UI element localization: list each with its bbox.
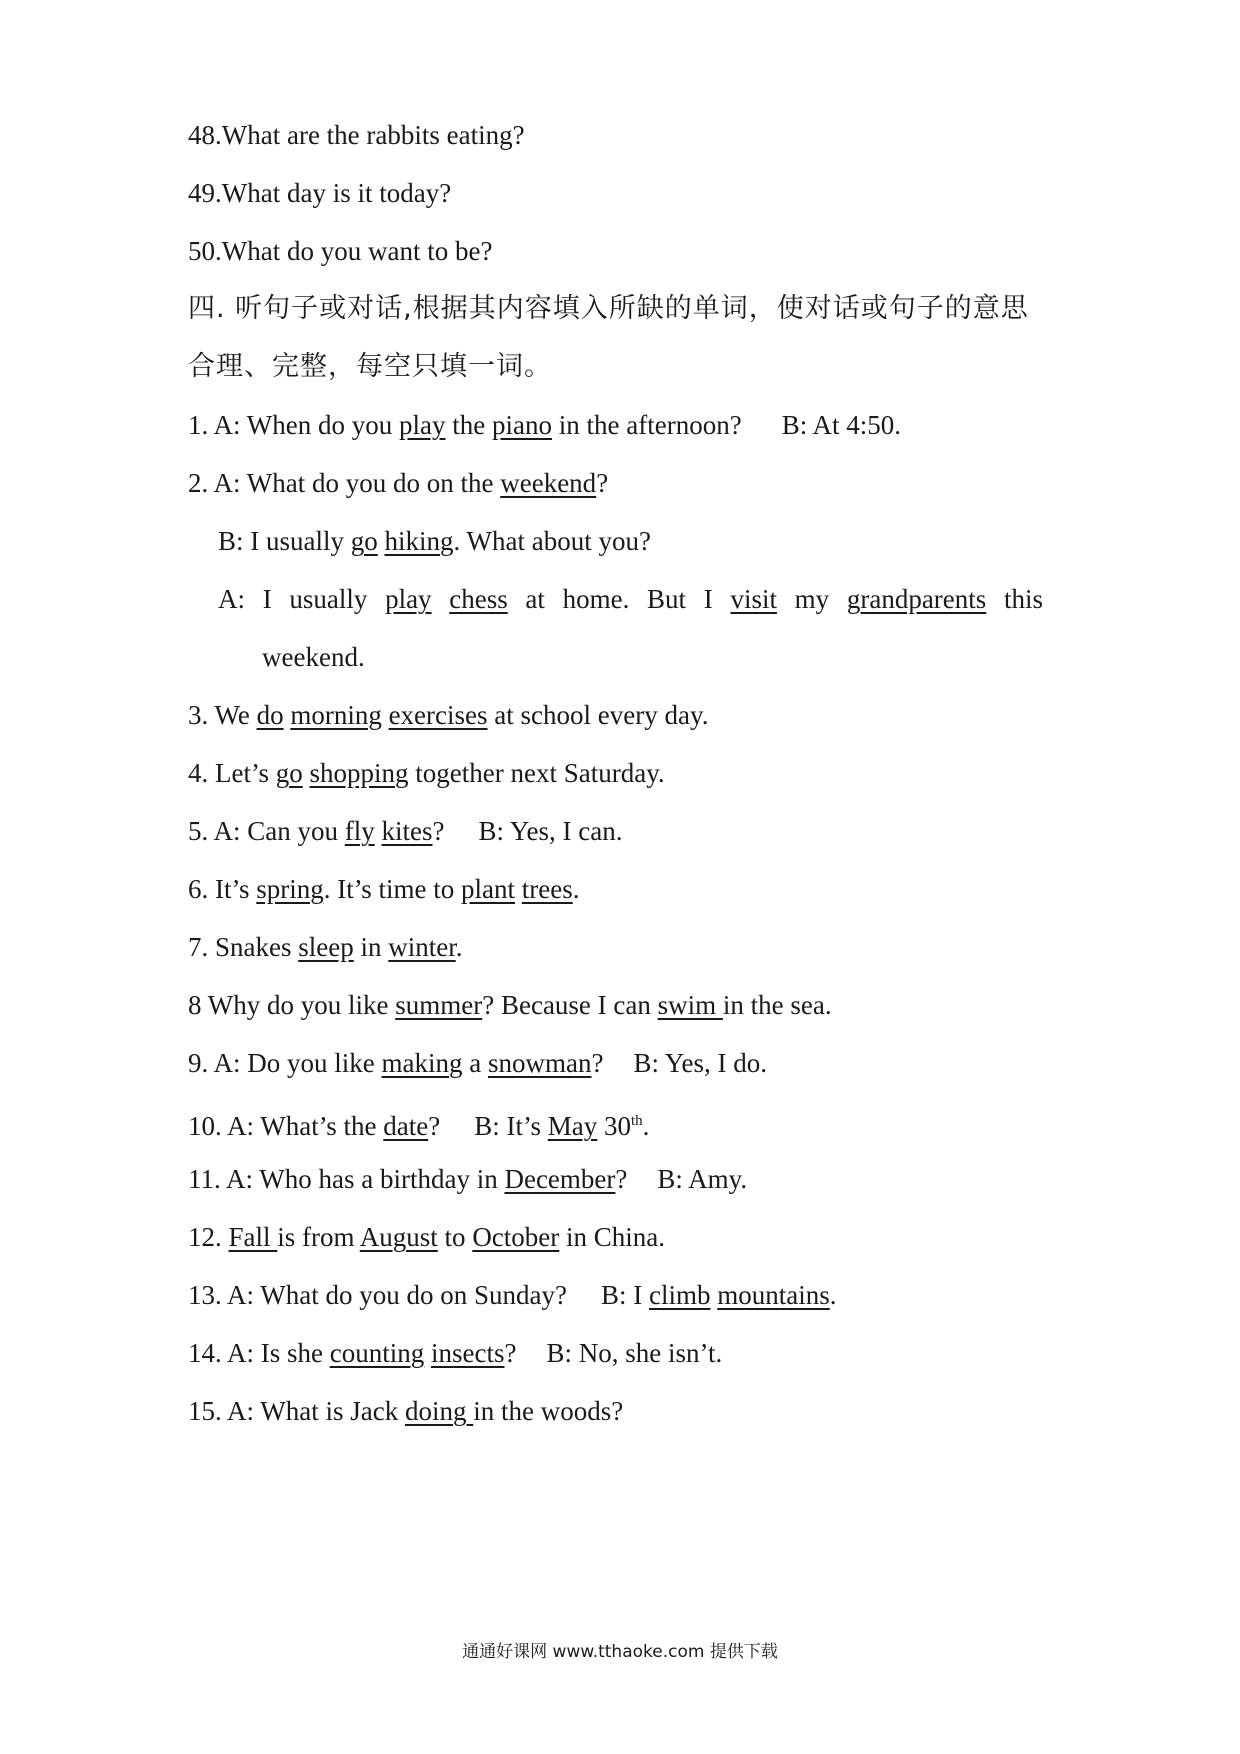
answer-blank: exercises bbox=[388, 700, 488, 730]
item-text: B: At 4:50. bbox=[781, 410, 901, 440]
answer-blank: shopping bbox=[309, 758, 409, 788]
item-14 bbox=[188, 1336, 722, 1370]
item-text: 8 Why do you like bbox=[188, 990, 396, 1020]
item-text bbox=[303, 758, 310, 788]
item-text: B: I usually bbox=[218, 526, 351, 556]
item-text bbox=[378, 526, 385, 556]
item-text: 4. Let’s bbox=[188, 758, 276, 788]
answer-blank: plant bbox=[461, 874, 516, 904]
answer-blank: October bbox=[472, 1222, 560, 1252]
item-text: this bbox=[1003, 584, 1043, 614]
answer-blank: May bbox=[547, 1111, 598, 1141]
item-text: 1. A: When do you bbox=[188, 410, 399, 440]
item-8 bbox=[188, 988, 832, 1022]
item-text: . bbox=[455, 932, 463, 962]
item-text: I bbox=[262, 584, 272, 614]
item-3 bbox=[188, 698, 708, 732]
item-text: I bbox=[703, 584, 713, 614]
item-text: ? bbox=[591, 1048, 604, 1078]
answer-blank: snowman bbox=[487, 1048, 592, 1078]
item-text: my bbox=[794, 584, 830, 614]
item-text: 5. A: Can you bbox=[188, 816, 345, 846]
answer-blank: August bbox=[359, 1222, 438, 1252]
item-text: . bbox=[642, 1111, 650, 1141]
item-text: at school every day. bbox=[487, 700, 709, 730]
item-text: in China. bbox=[559, 1222, 666, 1252]
item-text bbox=[515, 874, 522, 904]
item-text: together next Saturday. bbox=[408, 758, 665, 788]
item-text: in the sea. bbox=[722, 990, 832, 1020]
item-text: 6. It’s bbox=[188, 874, 257, 904]
answer-blank: Fall bbox=[228, 1222, 278, 1252]
item-2a bbox=[188, 466, 608, 500]
answer-blank: do bbox=[256, 700, 284, 730]
answer-blank: weekend bbox=[500, 468, 597, 498]
item-text: ? bbox=[428, 1111, 441, 1141]
item-text: 13. A: What do you do on Sunday? bbox=[188, 1280, 567, 1310]
item-text bbox=[375, 816, 382, 846]
item-text: 15. A: What is Jack bbox=[188, 1396, 405, 1426]
question-48: 48.What are the rabbits eating? bbox=[188, 120, 525, 150]
item-text: ? Because I can bbox=[482, 990, 658, 1020]
answer-blank: grandparents bbox=[846, 584, 987, 614]
section-heading-line2: 合理、完整，每空只填一词。 bbox=[188, 351, 552, 382]
ordinal-suffix: th bbox=[630, 1113, 643, 1129]
item-text: in the woods? bbox=[473, 1396, 624, 1426]
answer-blank: sleep bbox=[298, 932, 354, 962]
answer-blank: spring bbox=[256, 874, 324, 904]
answer-blank: making bbox=[381, 1048, 463, 1078]
section-heading-line1: 四. 听句子或对话,根据其内容填入所缺的单词，使对话或句子的意思 bbox=[188, 293, 1029, 324]
answer-blank: swim bbox=[657, 990, 723, 1020]
item-text: . It’s time to bbox=[323, 874, 462, 904]
item-1 bbox=[188, 408, 901, 442]
answer-blank: play bbox=[399, 410, 446, 440]
item-13 bbox=[188, 1278, 837, 1312]
item-text: B: Yes, I can. bbox=[478, 816, 623, 846]
item-2c bbox=[218, 582, 1043, 616]
item-text: ? bbox=[596, 468, 609, 498]
item-text: ? bbox=[504, 1338, 517, 1368]
item-text: . bbox=[829, 1280, 837, 1310]
item-text: ? bbox=[432, 816, 445, 846]
item-text: in bbox=[353, 932, 389, 962]
answer-blank: winter bbox=[388, 932, 456, 962]
item-text: . bbox=[572, 874, 580, 904]
item-7 bbox=[188, 930, 463, 964]
page-footer: 通通好课网 www.tthaoke.com 提供下载 bbox=[462, 1642, 778, 1662]
answer-blank: chess bbox=[449, 584, 508, 614]
question-49: 49.What day is it today? bbox=[188, 178, 452, 208]
item-text: B: It’s bbox=[474, 1111, 548, 1141]
answer-blank: insects bbox=[431, 1338, 505, 1368]
answer-blank: December bbox=[504, 1164, 616, 1194]
item-10 bbox=[188, 1104, 649, 1143]
item-2b bbox=[218, 524, 651, 558]
item-text: ? bbox=[615, 1164, 628, 1194]
item-text: a bbox=[462, 1048, 488, 1078]
item-text: usually bbox=[289, 584, 368, 614]
item-text: B: No, she isn’t. bbox=[546, 1338, 723, 1368]
answer-blank: hiking bbox=[384, 526, 454, 556]
answer-blank: go bbox=[350, 526, 378, 556]
item-text: B: Yes, I do. bbox=[633, 1048, 768, 1078]
item-text: But bbox=[647, 584, 687, 614]
item-text: 30 bbox=[597, 1111, 631, 1141]
answer-blank: mountains bbox=[717, 1280, 830, 1310]
item-4 bbox=[188, 756, 665, 790]
item-11 bbox=[188, 1162, 747, 1196]
answer-blank: counting bbox=[329, 1338, 425, 1368]
item-text: is from bbox=[277, 1222, 360, 1252]
item-text: 14. A: Is she bbox=[188, 1338, 330, 1368]
answer-blank: visit bbox=[730, 584, 777, 614]
answer-blank: climb bbox=[649, 1280, 711, 1310]
answer-blank: kites bbox=[381, 816, 433, 846]
answer-blank: go bbox=[275, 758, 303, 788]
answer-blank: date bbox=[383, 1111, 429, 1141]
item-15 bbox=[188, 1394, 623, 1428]
answer-blank: morning bbox=[290, 700, 382, 730]
item-text: B: Amy. bbox=[657, 1164, 748, 1194]
item-6 bbox=[188, 872, 579, 906]
item-text: 10. A: What’s the bbox=[188, 1111, 384, 1141]
item-text bbox=[424, 1338, 431, 1368]
item-text: . What about you? bbox=[453, 526, 651, 556]
item-text: 7. Snakes bbox=[188, 932, 299, 962]
item-12 bbox=[188, 1220, 665, 1254]
item-5 bbox=[188, 814, 623, 848]
answer-blank: piano bbox=[492, 410, 552, 440]
item-text: B: I bbox=[600, 1280, 649, 1310]
item-text: A: bbox=[218, 584, 245, 614]
answer-blank: trees bbox=[521, 874, 573, 904]
item-text bbox=[382, 700, 389, 730]
item-text: home. bbox=[562, 584, 630, 614]
item-text: at bbox=[525, 584, 545, 614]
item-text: 3. We bbox=[188, 700, 257, 730]
question-50: 50.What do you want to be? bbox=[188, 236, 493, 266]
answer-blank: fly bbox=[344, 816, 375, 846]
item-text: 2. A: What do you do on the bbox=[188, 468, 501, 498]
item-text: the bbox=[445, 410, 492, 440]
item-text: 11. A: Who has a birthday in bbox=[188, 1164, 505, 1194]
answer-blank: play bbox=[385, 584, 432, 614]
item-text: 12. bbox=[188, 1222, 229, 1252]
item-9 bbox=[188, 1046, 767, 1080]
answer-blank: doing bbox=[404, 1396, 474, 1426]
item-text: in the afternoon? bbox=[552, 410, 742, 440]
item-text: 9. A: Do you like bbox=[188, 1048, 382, 1078]
item-text: to bbox=[437, 1222, 473, 1252]
answer-blank: summer bbox=[395, 990, 483, 1020]
item-2d: weekend. bbox=[262, 642, 365, 672]
